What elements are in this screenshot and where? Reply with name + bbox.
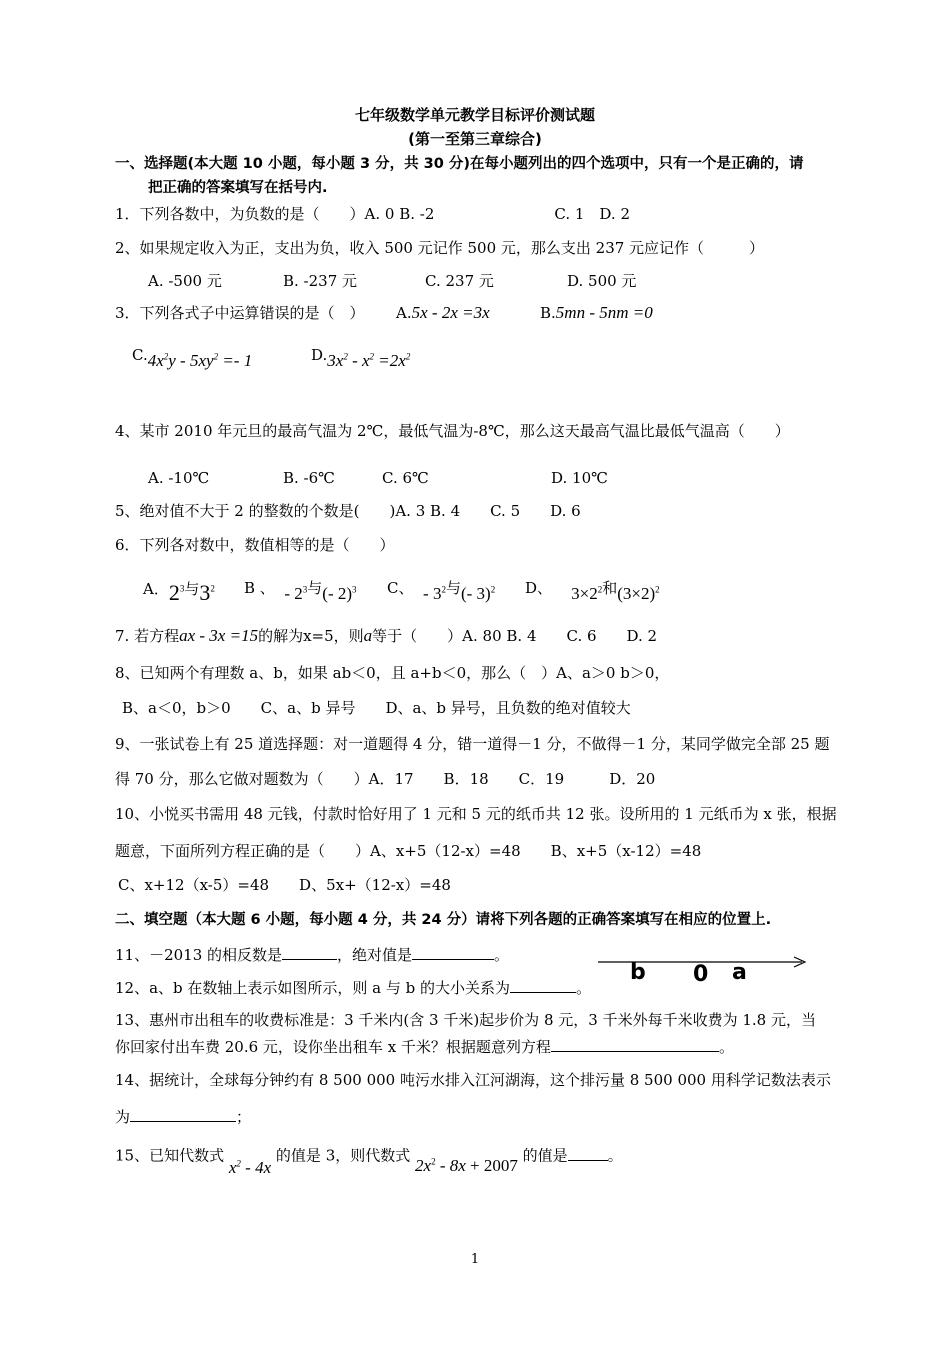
q7-post: 等于（ ）A. 80 B. 4 C. 6 D. 2 xyxy=(372,627,658,645)
question-2-option-c: C. 237 元 xyxy=(425,272,494,290)
question-4-stem: 4、某市 2010 年元旦的最高气温为 2℃，最低气温为-8℃，那么这天最高气温比最低气温高（ ） xyxy=(115,422,790,440)
question-6-stem: 6．下列各对数中，数值相等的是（ ） xyxy=(115,536,395,554)
question-6-option-c xyxy=(387,578,495,605)
math-expression: 5x - 2x =3x xyxy=(411,303,490,322)
answer-blank[interactable] xyxy=(130,1105,236,1122)
question-8-line2: B、a＜0，b＞0 C、a、b 异号 D、a、b 异号，且负数的绝对值较大 xyxy=(122,699,631,717)
math-expression: $2x^2 - 8x + 2007$ xyxy=(415,1155,518,1175)
answer-blank[interactable] xyxy=(412,943,494,960)
math-expression: $(3\times 2)^2$ xyxy=(617,583,660,603)
question-1: 1．下列各数中，为负数的是（ ）A. 0 B. -2 C. 1 D. 2 xyxy=(115,205,630,223)
question-4-option-a: A. -10℃ xyxy=(148,469,210,487)
number-line-label-zero: 0 xyxy=(693,962,709,987)
question-12 xyxy=(115,976,591,999)
answer-blank[interactable] xyxy=(282,943,337,960)
page-number: 1 xyxy=(470,1252,480,1267)
math-expression: $3^2$ xyxy=(199,580,215,606)
q11-post: 。 xyxy=(494,946,510,964)
question-3-option-d xyxy=(311,345,410,372)
question-2-option-a: A. -500 元 xyxy=(148,272,222,290)
question-3-option-b xyxy=(540,302,653,324)
question-2-option-b: B. -237 元 xyxy=(283,272,358,290)
question-4-option-b: B. -6℃ xyxy=(283,469,335,487)
option-b-label: B 、 xyxy=(244,578,275,597)
question-6-option-b xyxy=(244,578,357,605)
q7-cond: x=5，则 xyxy=(303,627,364,645)
question-13-line2 xyxy=(115,1035,734,1058)
question-3-option-a xyxy=(396,302,490,324)
math-expression: 5mn - 5nm =0 xyxy=(555,303,653,322)
q13-line2-text: 你回家付出车费 20.6 元，设你坐出租车 x 千米？根据题意列方程 xyxy=(115,1038,551,1056)
answer-blank[interactable] xyxy=(551,1035,719,1052)
q7-pre: 7. 若方程 xyxy=(115,627,180,645)
page-subtitle: (第一至第三章综合) xyxy=(408,130,542,148)
math-expression: $x^2 - 4x$ xyxy=(228,1157,272,1177)
section1-heading-line1: 一、选择题(本大题 10 小题，每小题 3 分，共 30 分)在每小题列出的四个选项中，只有一个是正确的，请 xyxy=(115,156,804,172)
answer-blank[interactable] xyxy=(510,976,576,993)
page-title: 七年级数学单元教学目标评价测试题 xyxy=(354,106,595,124)
word-yu: 与 xyxy=(184,580,200,599)
math-expression: - $3^2$ xyxy=(423,583,446,603)
math-expression: (- 2)$^3$ xyxy=(322,583,357,603)
question-5: 5、绝对值不大于 2 的整数的个数是( )A. 3 B. 4 C. 5 D. 6 xyxy=(115,502,581,520)
option-d-label: D. xyxy=(311,345,328,364)
option-d-label: D、 xyxy=(525,578,553,597)
question-4-option-d: D. 10℃ xyxy=(551,469,608,487)
word-yu: 与 xyxy=(307,578,323,597)
question-3-stem: 3．下列各式子中运算错误的是（ ） xyxy=(115,304,365,322)
question-10-line1: 10、小悦买书需用 48 元钱，付款时恰好用了 1 元和 5 元的纸币共 12 张。设所用的 1 元纸币为 x 张，根据 xyxy=(115,805,837,823)
question-8-line1: 8、已知两个有理数 a、b，如果 ab＜0，且 a+b＜0，那么（ ）A、a＞0 b＞0， xyxy=(115,664,670,682)
word-he: 和 xyxy=(602,578,618,597)
q12-post: 。 xyxy=(576,979,592,997)
question-4-option-c: C. 6℃ xyxy=(382,469,429,487)
question-11 xyxy=(115,943,509,966)
question-9-line2: 得 70 分，那么它做对题数为（ ）A．17 B．18 C．19 D．20 xyxy=(115,770,656,788)
question-7 xyxy=(115,625,657,647)
math-expression: $4x^2y - 5xy^2 =- 1$ xyxy=(147,350,253,370)
math-expression: ax - 3x =15 xyxy=(179,626,259,645)
q11-mid: ，绝对值是 xyxy=(337,946,413,964)
question-6-option-a xyxy=(143,578,215,606)
question-10-line2: 题意，下面所列方程正确的是（ ）A、x+5（12-x）=48 B、x+5（x-12）=48 xyxy=(115,842,702,860)
q15-mid: 的值是 3，则代数式 xyxy=(275,1146,411,1165)
q15-pre: 15、已知代数式 xyxy=(115,1146,225,1165)
math-expression: $3x^2 - x^2 =2x^2$ xyxy=(327,350,411,370)
option-c-label: C、 xyxy=(387,578,414,597)
q11-pre: 11、－2013 的相反数是 xyxy=(115,946,283,964)
option-b-label: B. xyxy=(540,304,556,322)
question-10-line3: C、x+12（x-5）=48 D、5x+（12-x）=48 xyxy=(118,876,451,894)
section1-heading-line2: 把正确的答案填写在括号内. xyxy=(148,180,328,196)
question-15 xyxy=(115,1140,623,1177)
q12-pre: 12、a、b 在数轴上表示如图所示，则 a 与 b 的大小关系为 xyxy=(115,979,511,997)
option-c-label: C. xyxy=(132,345,148,364)
q14-pre2: 为 xyxy=(115,1108,131,1126)
question-2-stem: 2、如果规定收入为正，支出为负，收入 500 元记作 500 元，那么支出 237 元应记作（ ） xyxy=(115,239,765,257)
question-2-option-d: D. 500 元 xyxy=(567,272,637,290)
math-expression: (- 3)$^2$ xyxy=(460,583,496,603)
math-expression: $2^3$ xyxy=(168,580,185,606)
q14-post2: ； xyxy=(236,1108,252,1126)
question-14-line2 xyxy=(115,1105,251,1128)
question-13-line1: 13、惠州市出租车的收费标准是：3 千米内(含 3 千米)起步价为 8 元，3 千米外每千米收费为 1.8 元，当 xyxy=(115,1011,816,1029)
number-line-label-a: a xyxy=(732,960,747,985)
q15-post: 的值是 xyxy=(522,1146,568,1165)
q13-post: 。 xyxy=(718,1038,734,1056)
math-expression: - $2^3$ xyxy=(284,583,308,603)
question-3-option-c xyxy=(132,345,252,372)
question-9-line1: 9、一张试卷上有 25 道选择题：对一道题得 4 分，错一道得－1 分，不做得－1 分，某同学做完全部 25 题 xyxy=(115,735,830,753)
option-a-label: A． xyxy=(143,580,169,599)
option-a-label: A. xyxy=(396,304,412,322)
math-variable: a xyxy=(363,626,373,645)
answer-blank[interactable] xyxy=(568,1144,608,1161)
q15-end: 。 xyxy=(607,1146,623,1165)
question-14-line1: 14、据统计，全球每分钟约有 8 500 000 吨污水排入江河湖海，这个排污量 8 500 000 用科学记数法表示 xyxy=(115,1071,831,1089)
q7-mid: 的解为 xyxy=(258,627,304,645)
number-line-label-b: b xyxy=(630,960,646,985)
section2-heading: 二、填空题（本大题 6 小题，每小题 4 分，共 24 分）请将下列各题的正确答案填写在相应的位置上. xyxy=(115,912,772,928)
word-yu: 与 xyxy=(445,578,461,597)
math-expression: $3\times 2^2$ xyxy=(571,583,603,603)
question-6-option-d xyxy=(525,578,660,605)
